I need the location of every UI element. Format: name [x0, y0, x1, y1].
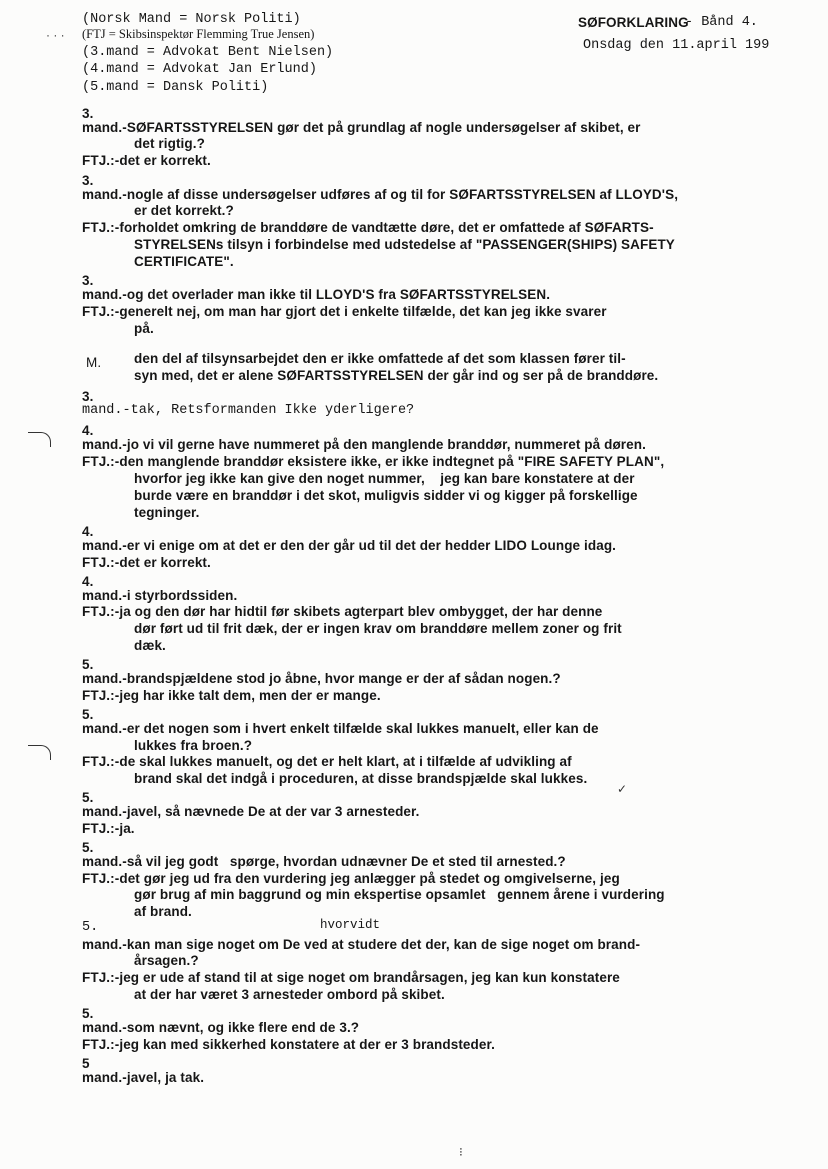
transcript-line: det rigtig.?	[134, 136, 205, 151]
binder-hole-mark	[28, 745, 51, 760]
header-line-1: (Norsk Mand = Norsk Politi)	[82, 12, 301, 27]
transcript-line: syn med, det er alene SØFARTSSTYRELSEN der går ind og ser på de branddøre.	[134, 368, 659, 383]
handwritten-insertion: hvorvidt	[320, 918, 381, 932]
header-line-5: (5.mand = Dansk Politi)	[82, 80, 269, 95]
speaker-number: 3.	[82, 273, 94, 288]
transcript-line: mand.-kan man sige noget om De ved at studere det der, kan de sige noget om brand-	[82, 937, 641, 952]
transcript-line: mand.-som nævnt, og ikke flere end de 3.?	[82, 1020, 360, 1035]
header-line-3: (3.mand = Advokat Bent Nielsen)	[82, 45, 334, 60]
scan-speck: · · ·	[46, 28, 65, 42]
transcript-line: af brand.	[134, 904, 192, 919]
transcript-line: FTJ.:-ja og den dør har hidtil før skibets agterpart blev ombygget, der har denne	[82, 604, 603, 619]
transcript-line: mand.-javel, så nævnede De at der var 3 arnesteder.	[82, 804, 420, 819]
transcript-line: mand.-så vil jeg godt spørge, hvordan udnævner De et sted til arnested.?	[82, 854, 566, 869]
transcript-line: på.	[134, 321, 154, 336]
transcript-line: mand.-nogle af disse undersøgelser udføres af og til for SØFARTSSTYRELSEN af LLOYD'S,	[82, 187, 679, 202]
transcript-line: gør brug af min baggrund og min ekspertise opsamlet gennem årene i vurdering	[134, 887, 665, 902]
transcript-line: brand skal det indgå i proceduren, at disse brandspjælde skal lukkes.	[134, 771, 588, 786]
speaker-number: 3.	[82, 173, 94, 188]
header-line-4: (4.mand = Advokat Jan Erlund)	[82, 62, 317, 77]
speaker-number: 5.	[82, 657, 94, 672]
transcript-line: mand.-er det nogen som i hvert enkelt tilfælde skal lukkes manuelt, eller kan de	[82, 721, 599, 736]
transcript-line: hvorfor jeg ikke kan give den noget nummer, jeg kan bare konstatere at der	[134, 471, 635, 486]
transcript-line: mand.-jo vi vil gerne have nummeret på den manglende branddør, nummeret på døren.	[82, 437, 646, 452]
transcript-line: FTJ.:-det er korrekt.	[82, 555, 211, 570]
transcript-line: mand.-tak, Retsformanden Ikke yderligere?	[82, 403, 415, 418]
speaker-number: 4.	[82, 423, 94, 438]
transcript-line: STYRELSENs tilsyn i forbindelse med udstedelse af "PASSENGER(SHIPS) SAFETY	[134, 237, 675, 252]
transcript-line: den del af tilsynsarbejdet den er ikke omfattede af det som klassen fører til-	[134, 351, 626, 366]
document-date: Onsdag den 11.april 199	[583, 38, 770, 53]
speaker-number: 4.	[82, 524, 94, 539]
transcript-line: mand.-er vi enige om at det er den der går ud til det der hedder LIDO Lounge idag.	[82, 538, 617, 553]
tape-number: - Bånd 4.	[685, 15, 758, 30]
transcript-line: FTJ.:-jeg kan med sikkerhed konstatere at der er 3 brandsteder.	[82, 1037, 495, 1052]
transcript-line: FTJ.:-ja.	[82, 821, 135, 836]
speaker-number: 5.	[82, 840, 94, 855]
transcript-line: er det korrekt.?	[134, 203, 234, 218]
speaker-number: 4.	[82, 574, 94, 589]
speaker-number: 5.	[82, 707, 94, 722]
speaker-number: 5.	[82, 790, 94, 805]
speaker-number: 3.	[82, 389, 94, 404]
speaker-number: M.	[86, 355, 102, 370]
transcript-line: mand.-brandspjældene stod jo åbne, hvor mange er der af sådan nogen.?	[82, 671, 561, 686]
binder-hole-mark	[28, 432, 51, 447]
transcript-line: mand.-SØFARTSSTYRELSEN gør det på grundlag af nogle undersøgelser af skibet, er	[82, 120, 641, 135]
transcript-line: FTJ.:-forholdet omkring de branddøre de vandtætte døre, det er omfattede af SØFARTS-	[82, 220, 654, 235]
transcript-line: at der har været 3 arnesteder ombord på skibet.	[134, 987, 445, 1002]
transcript-line: dør ført ud til frit dæk, der er ingen krav om branddøre mellem zoner og frit	[134, 621, 622, 636]
transcript-line: FTJ.:-jeg er ude af stand til at sige noget om brandårsagen, jeg kan kun konstatere	[82, 970, 620, 985]
document-title: SØFORKLARING	[578, 15, 689, 30]
transcript-line: årsagen.?	[134, 953, 199, 968]
transcript-line: CERTIFICATE".	[134, 254, 234, 269]
speaker-number: 3.	[82, 106, 94, 121]
speaker-number: 5.	[82, 1006, 94, 1021]
transcript-line: FTJ.:-de skal lukkes manuelt, og det er helt klart, at i tilfælde af udvikling af	[82, 754, 572, 769]
scan-speck: ✓	[617, 782, 628, 796]
transcript-line: FTJ.:-den manglende branddør eksistere ikke, er ikke indtegnet på "FIRE SAFETY PLAN",	[82, 454, 665, 469]
transcript-line: mand.-og det overlader man ikke til LLOYD'S fra SØFARTSSTYRELSEN.	[82, 287, 551, 302]
transcript-line: FTJ.:-jeg har ikke talt dem, men der er mange.	[82, 688, 381, 703]
transcript-line: FTJ.:-generelt nej, om man har gjort det i enkelte tilfælde, det kan jeg ikke svarer	[82, 304, 607, 319]
transcript-line: lukkes fra broen.?	[134, 738, 253, 753]
header-line-2: (FTJ = Skibsinspektør Flemming True Jensen)	[82, 27, 315, 41]
transcript-line: mand.-i styrbordssiden.	[82, 588, 238, 603]
transcript-line: tegninger.	[134, 505, 200, 520]
transcript-line: FTJ.:-det er korrekt.	[82, 153, 211, 168]
transcript-line: FTJ.:-det gør jeg ud fra den vurdering jeg anlægger på stedet og omgivelserne, jeg	[82, 871, 620, 886]
transcript-line: dæk.	[134, 638, 166, 653]
speaker-number: 5	[82, 1056, 90, 1071]
transcript-line: mand.-javel, ja tak.	[82, 1070, 205, 1085]
scan-speck: ⁝	[459, 1145, 463, 1159]
speaker-number: 5.	[82, 920, 99, 935]
transcript-line: burde være en branddør i det skot, muligvis sidder vi og kigger på forskellige	[134, 488, 638, 503]
